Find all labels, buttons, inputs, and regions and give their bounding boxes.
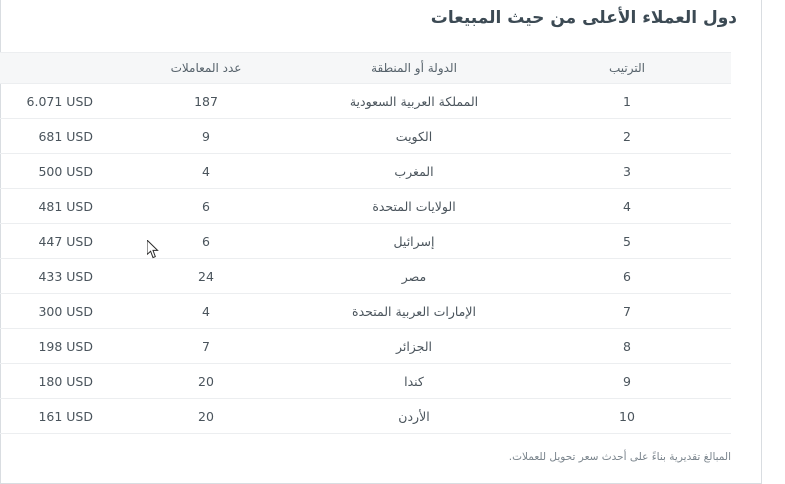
- cell-transactions: 4: [107, 154, 305, 189]
- currency-footnote: المبالغ تقديرية بناءً على أحدث سعر تحويل للعملات.: [508, 451, 731, 463]
- column-header-rank: الترتيب: [523, 53, 731, 84]
- cell-rank: 5: [523, 224, 731, 259]
- table-row: [0, 119, 731, 154]
- table-row: [0, 189, 731, 224]
- table-header: [0, 53, 731, 84]
- table-row: [0, 259, 731, 294]
- cell-rank: 8: [523, 329, 731, 364]
- cell-sales: 481 USD: [0, 189, 107, 224]
- cell-transactions: 187: [107, 84, 305, 119]
- cell-country: الولايات المتحدة: [305, 189, 523, 224]
- table-row: [0, 84, 731, 119]
- cell-rank: 7: [523, 294, 731, 329]
- cell-transactions: 7: [107, 329, 305, 364]
- cell-rank: 6: [523, 259, 731, 294]
- cell-transactions: 6: [107, 224, 305, 259]
- cell-transactions: 24: [107, 259, 305, 294]
- table-body: [0, 84, 731, 434]
- table-row: [0, 294, 731, 329]
- table-header-row: [0, 53, 731, 84]
- column-header-transactions: عدد المعاملات: [107, 53, 305, 84]
- cell-sales: 300 USD: [0, 294, 107, 329]
- table-row: [0, 364, 731, 399]
- table-row: [0, 329, 731, 364]
- cell-country: المملكة العربية السعودية: [305, 84, 523, 119]
- cell-country: المغرب: [305, 154, 523, 189]
- cell-transactions: 9: [107, 119, 305, 154]
- cell-sales: 433 USD: [0, 259, 107, 294]
- table-row: [0, 399, 731, 434]
- cell-sales: 6.071 USD: [0, 84, 107, 119]
- table-row: [0, 154, 731, 189]
- column-header-country: الدولة أو المنطقة: [305, 53, 523, 84]
- cell-sales: 500 USD: [0, 154, 107, 189]
- top-countries-table: [0, 52, 731, 434]
- cell-rank: 10: [523, 399, 731, 434]
- cell-country: الإمارات العربية المتحدة: [305, 294, 523, 329]
- cell-country: مصر: [305, 259, 523, 294]
- cell-rank: 3: [523, 154, 731, 189]
- cell-transactions: 6: [107, 189, 305, 224]
- cell-rank: 2: [523, 119, 731, 154]
- cell-rank: 9: [523, 364, 731, 399]
- cell-country: الأردن: [305, 399, 523, 434]
- column-header-sales: [0, 53, 107, 84]
- cell-country: إسرائيل: [305, 224, 523, 259]
- cell-country: الجزائر: [305, 329, 523, 364]
- cell-sales: 161 USD: [0, 399, 107, 434]
- cell-country: كندا: [305, 364, 523, 399]
- cell-rank: 4: [523, 189, 731, 224]
- cell-sales: 198 USD: [0, 329, 107, 364]
- cell-transactions: 20: [107, 399, 305, 434]
- table-row: [0, 224, 731, 259]
- cell-sales: 447 USD: [0, 224, 107, 259]
- page-title: دول العملاء الأعلى من حيث المبيعات: [430, 8, 737, 28]
- cell-rank: 1: [523, 84, 731, 119]
- cell-country: الكويت: [305, 119, 523, 154]
- page-right-gutter: [762, 0, 785, 484]
- cell-transactions: 20: [107, 364, 305, 399]
- cell-sales: 180 USD: [0, 364, 107, 399]
- cell-sales: 681 USD: [0, 119, 107, 154]
- cell-transactions: 4: [107, 294, 305, 329]
